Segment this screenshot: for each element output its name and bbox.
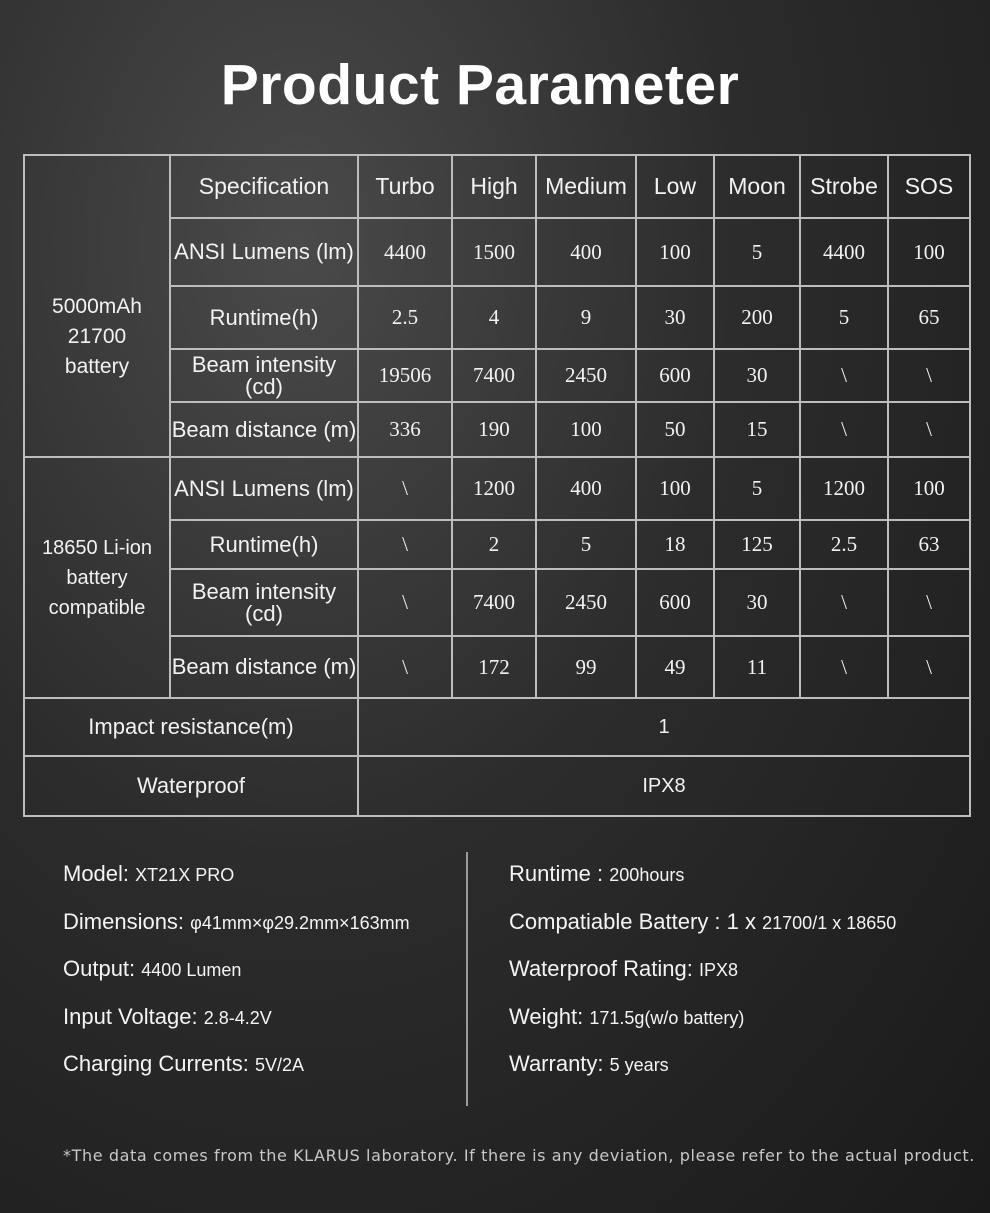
spec-value-cell: 19506 [358, 349, 452, 402]
spec-value-cell: 100 [888, 457, 970, 520]
spec-line-value: φ41mm×φ29.2mm×163mm [190, 912, 410, 933]
info_right-spec-line [509, 1051, 669, 1077]
info_left-spec-line [63, 1004, 272, 1030]
spec-label-cell: ANSI Lumens (lm) [170, 218, 358, 286]
spec-value-cell: 125 [714, 520, 800, 569]
spec-value-cell: 5 [714, 457, 800, 520]
spec-value-cell: \ [888, 349, 970, 402]
info_right-spec-line [509, 956, 738, 982]
mode-header-strobe: Strobe [800, 155, 888, 218]
spec-value-cell: \ [888, 636, 970, 698]
spec-label-cell: Runtime(h) [170, 286, 358, 349]
spec-value-cell: \ [358, 569, 452, 636]
spec-line-label: Charging Currents: [63, 1051, 249, 1076]
spec-value-cell: 4400 [358, 218, 452, 286]
mode-header-high: High [452, 155, 536, 218]
spec-label-cell: Runtime(h) [170, 520, 358, 569]
waterproof-value: IPX8 [358, 756, 970, 816]
spec-value-cell: 200 [714, 286, 800, 349]
spec-value-cell: 30 [714, 569, 800, 636]
table-row [24, 218, 970, 286]
spec-table [23, 154, 971, 817]
spec-line-value: 4400 Lumen [141, 960, 242, 980]
spec-value-cell: \ [800, 569, 888, 636]
spec-line-label: Runtime : [509, 861, 604, 886]
spec-label-cell: ANSI Lumens (lm) [170, 457, 358, 520]
spec-line-value: 5 years [609, 1055, 669, 1075]
mode-header-turbo: Turbo [358, 155, 452, 218]
spec-value-cell: 172 [452, 636, 536, 698]
mode-header-moon: Moon [714, 155, 800, 218]
spec-line-value: 5V/2A [255, 1055, 305, 1075]
spec-value-cell: 15 [714, 402, 800, 457]
spec-line-label: Warranty: [509, 1051, 604, 1076]
spec-line-value: 200hours [609, 865, 685, 885]
spec-value-cell: 63 [888, 520, 970, 569]
spec-value-cell: 1500 [452, 218, 536, 286]
spec-value-cell: 400 [536, 218, 636, 286]
spec-value-cell: \ [800, 636, 888, 698]
spec-value-cell: 2450 [536, 349, 636, 402]
spec-line-label: Weight: [509, 1003, 584, 1029]
spec-line-label: Dimensions: [63, 908, 185, 934]
spec-line-value: XT21X PRO [135, 865, 235, 885]
spec-value-cell: \ [358, 520, 452, 569]
spec-value-cell: 600 [636, 569, 714, 636]
spec-line-label: Compatiable Battery : 1 x [509, 908, 757, 934]
spec-line-label: Output: [63, 956, 136, 981]
spec-value-cell: \ [800, 349, 888, 402]
spec-value-cell: 49 [636, 636, 714, 698]
info_right-spec-line [509, 1004, 744, 1030]
spec-value-cell: \ [888, 402, 970, 457]
spec-label-cell: Beam distance (m) [170, 402, 358, 457]
spec-value-cell: 1200 [452, 457, 536, 520]
info_right-spec-line [509, 861, 684, 887]
spec-value-cell: 2 [452, 520, 536, 569]
spec-value-cell: 100 [888, 218, 970, 286]
spec-value-cell: 2.5 [358, 286, 452, 349]
spec-value-cell: 4400 [800, 218, 888, 286]
info-divider [466, 852, 468, 1106]
spec-value-cell: 4 [452, 286, 536, 349]
spec-value-cell: 11 [714, 636, 800, 698]
spec-value-cell: 30 [636, 286, 714, 349]
spec-value-cell: 30 [714, 349, 800, 402]
spec-value-cell: 9 [536, 286, 636, 349]
spec-value-cell: 100 [636, 218, 714, 286]
spec-line-value: IPX8 [698, 960, 738, 980]
spec-value-cell: 7400 [452, 349, 536, 402]
spec-label-cell: Beam intensity (cd) [170, 569, 358, 636]
spec-value-cell: 336 [358, 402, 452, 457]
spec-label-cell: Beam distance (m) [170, 636, 358, 698]
spec-value-cell: 99 [536, 636, 636, 698]
info_left-spec-line [63, 1051, 304, 1077]
spec-line-label: Model: [63, 861, 130, 886]
spec-value-cell: 190 [452, 402, 536, 457]
info_left-spec-line [63, 956, 241, 982]
spec-value-cell: 100 [636, 457, 714, 520]
spec-line-value: 2.8-4.2V [203, 1007, 272, 1028]
spec-value-cell: 18 [636, 520, 714, 569]
impact-value: 1 [358, 698, 970, 756]
spec-value-cell: 400 [536, 457, 636, 520]
waterproof-label: Waterproof [24, 756, 358, 816]
spec-value-cell: 2450 [536, 569, 636, 636]
battery-type-cell: 5000mAh 21700 battery [24, 218, 170, 457]
spec-value-cell: \ [888, 569, 970, 636]
spec-value-cell: 65 [888, 286, 970, 349]
spec-value-cell: \ [358, 636, 452, 698]
spec-value-cell: 5 [714, 218, 800, 286]
mode-header-low: Low [636, 155, 714, 218]
spec-line-value: 171.5g(w/o battery) [589, 1007, 745, 1028]
spec-value-cell: 600 [636, 349, 714, 402]
battery-header-cell [24, 155, 170, 218]
table-row [24, 457, 970, 520]
spec-value-cell: 7400 [452, 569, 536, 636]
spec-label-cell: Beam intensity (cd) [170, 349, 358, 402]
spec-value-cell: 100 [536, 402, 636, 457]
spec-value-cell: 5 [536, 520, 636, 569]
spec-value-cell: 50 [636, 402, 714, 457]
spec-header: Specification [170, 155, 358, 218]
spec-value-cell: \ [800, 402, 888, 457]
page-title: Product Parameter [220, 53, 740, 117]
info_left-spec-line [63, 861, 234, 887]
spec-line-label: Input Voltage: [63, 1003, 198, 1029]
footnote: *The data comes from the KLARUS laboratory. If there is any deviation, please refer to the actual product. [63, 1146, 975, 1165]
spec-value-cell: 1200 [800, 457, 888, 520]
mode-header-sos: SOS [888, 155, 970, 218]
spec-value-cell: 5 [800, 286, 888, 349]
spec-line-label: Waterproof Rating: [509, 956, 693, 981]
info_right-spec-line [509, 909, 896, 935]
mode-header-medium: Medium [536, 155, 636, 218]
spec-value-cell: 2.5 [800, 520, 888, 569]
impact-label: Impact resistance(m) [24, 698, 358, 756]
spec-line-value: 21700/1 x 18650 [762, 912, 897, 933]
battery-type-cell: 18650 Li-ion battery compatible [24, 457, 170, 698]
info_left-spec-line [63, 909, 410, 935]
spec-value-cell: \ [358, 457, 452, 520]
